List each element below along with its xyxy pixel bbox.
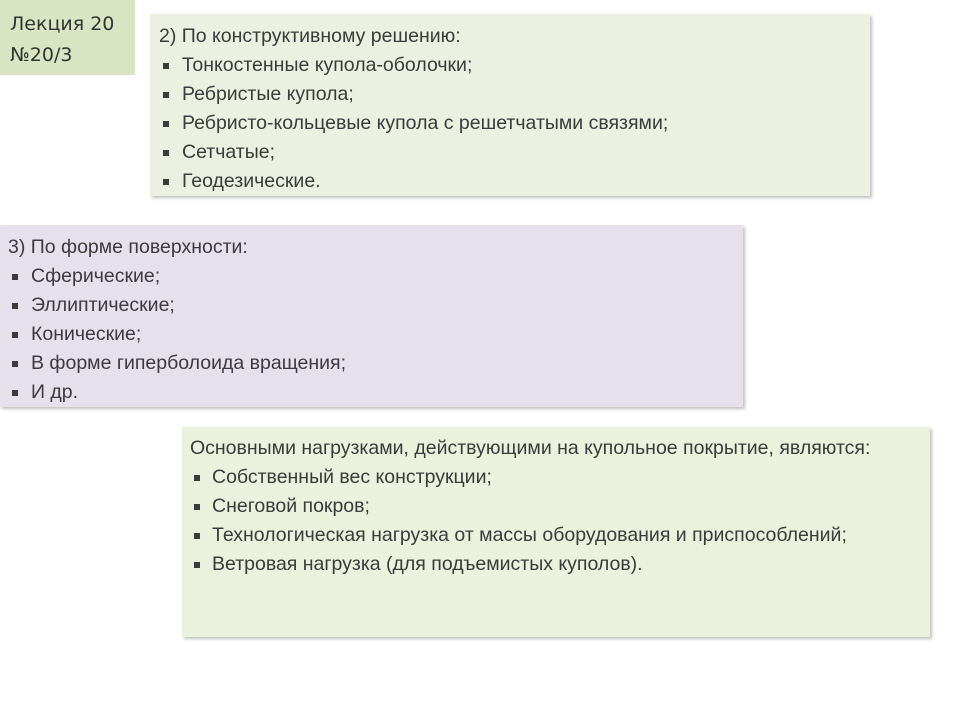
- bullet-icon: [163, 121, 169, 127]
- surface-list: [8, 262, 743, 407]
- bullet-icon: [12, 332, 18, 338]
- bullet-icon: [12, 274, 18, 280]
- lecture-label: [0, 0, 135, 75]
- list-item: Эллиптические;: [8, 291, 743, 320]
- list-item: Технологическая нагрузка от массы оборудования и приспособлений;: [190, 521, 930, 550]
- lecture-number: Лекция 20: [10, 13, 115, 35]
- bullet-icon: [194, 475, 200, 481]
- bullet-icon: [163, 63, 169, 69]
- list-item: Геодезические.: [159, 167, 870, 196]
- bullet-icon: [12, 361, 18, 367]
- surface-shape-box: [0, 225, 743, 407]
- bullet-icon: [163, 179, 169, 185]
- constructive-solution-box: [150, 14, 870, 196]
- bullet-icon: [163, 150, 169, 156]
- list-item: Сферические;: [8, 262, 743, 291]
- bullet-icon: [194, 562, 200, 568]
- loads-list: [190, 463, 930, 579]
- list-item: И др.: [8, 378, 743, 407]
- surface-heading: 3) По форме поверхности:: [8, 236, 248, 258]
- list-item: В форме гиперболоида вращения;: [8, 349, 743, 378]
- list-item: Снеговой покров;: [190, 492, 930, 521]
- constructive-heading: 2) По конструктивному решению:: [159, 25, 461, 47]
- bullet-icon: [12, 303, 18, 309]
- bullet-icon: [12, 390, 18, 396]
- bullet-icon: [194, 504, 200, 510]
- bullet-icon: [194, 533, 200, 539]
- list-item: Ребристые купола;: [159, 80, 870, 109]
- loads-box: [182, 427, 930, 637]
- list-item: Ветровая нагрузка (для подъемистых куполов).: [190, 550, 930, 579]
- list-item: Тонкостенные купола-оболочки;: [159, 51, 870, 80]
- list-item: Конические;: [8, 320, 743, 349]
- lecture-code: №20/3: [10, 44, 73, 66]
- loads-heading: Основными нагрузками, действующими на купольное покрытие, являются:: [190, 437, 871, 459]
- bullet-icon: [163, 92, 169, 98]
- list-item: Собственный вес конструкции;: [190, 463, 930, 492]
- list-item: Ребристо-кольцевые купола с решетчатыми связями;: [159, 109, 870, 138]
- list-item: Сетчатые;: [159, 138, 870, 167]
- constructive-list: [159, 51, 870, 196]
